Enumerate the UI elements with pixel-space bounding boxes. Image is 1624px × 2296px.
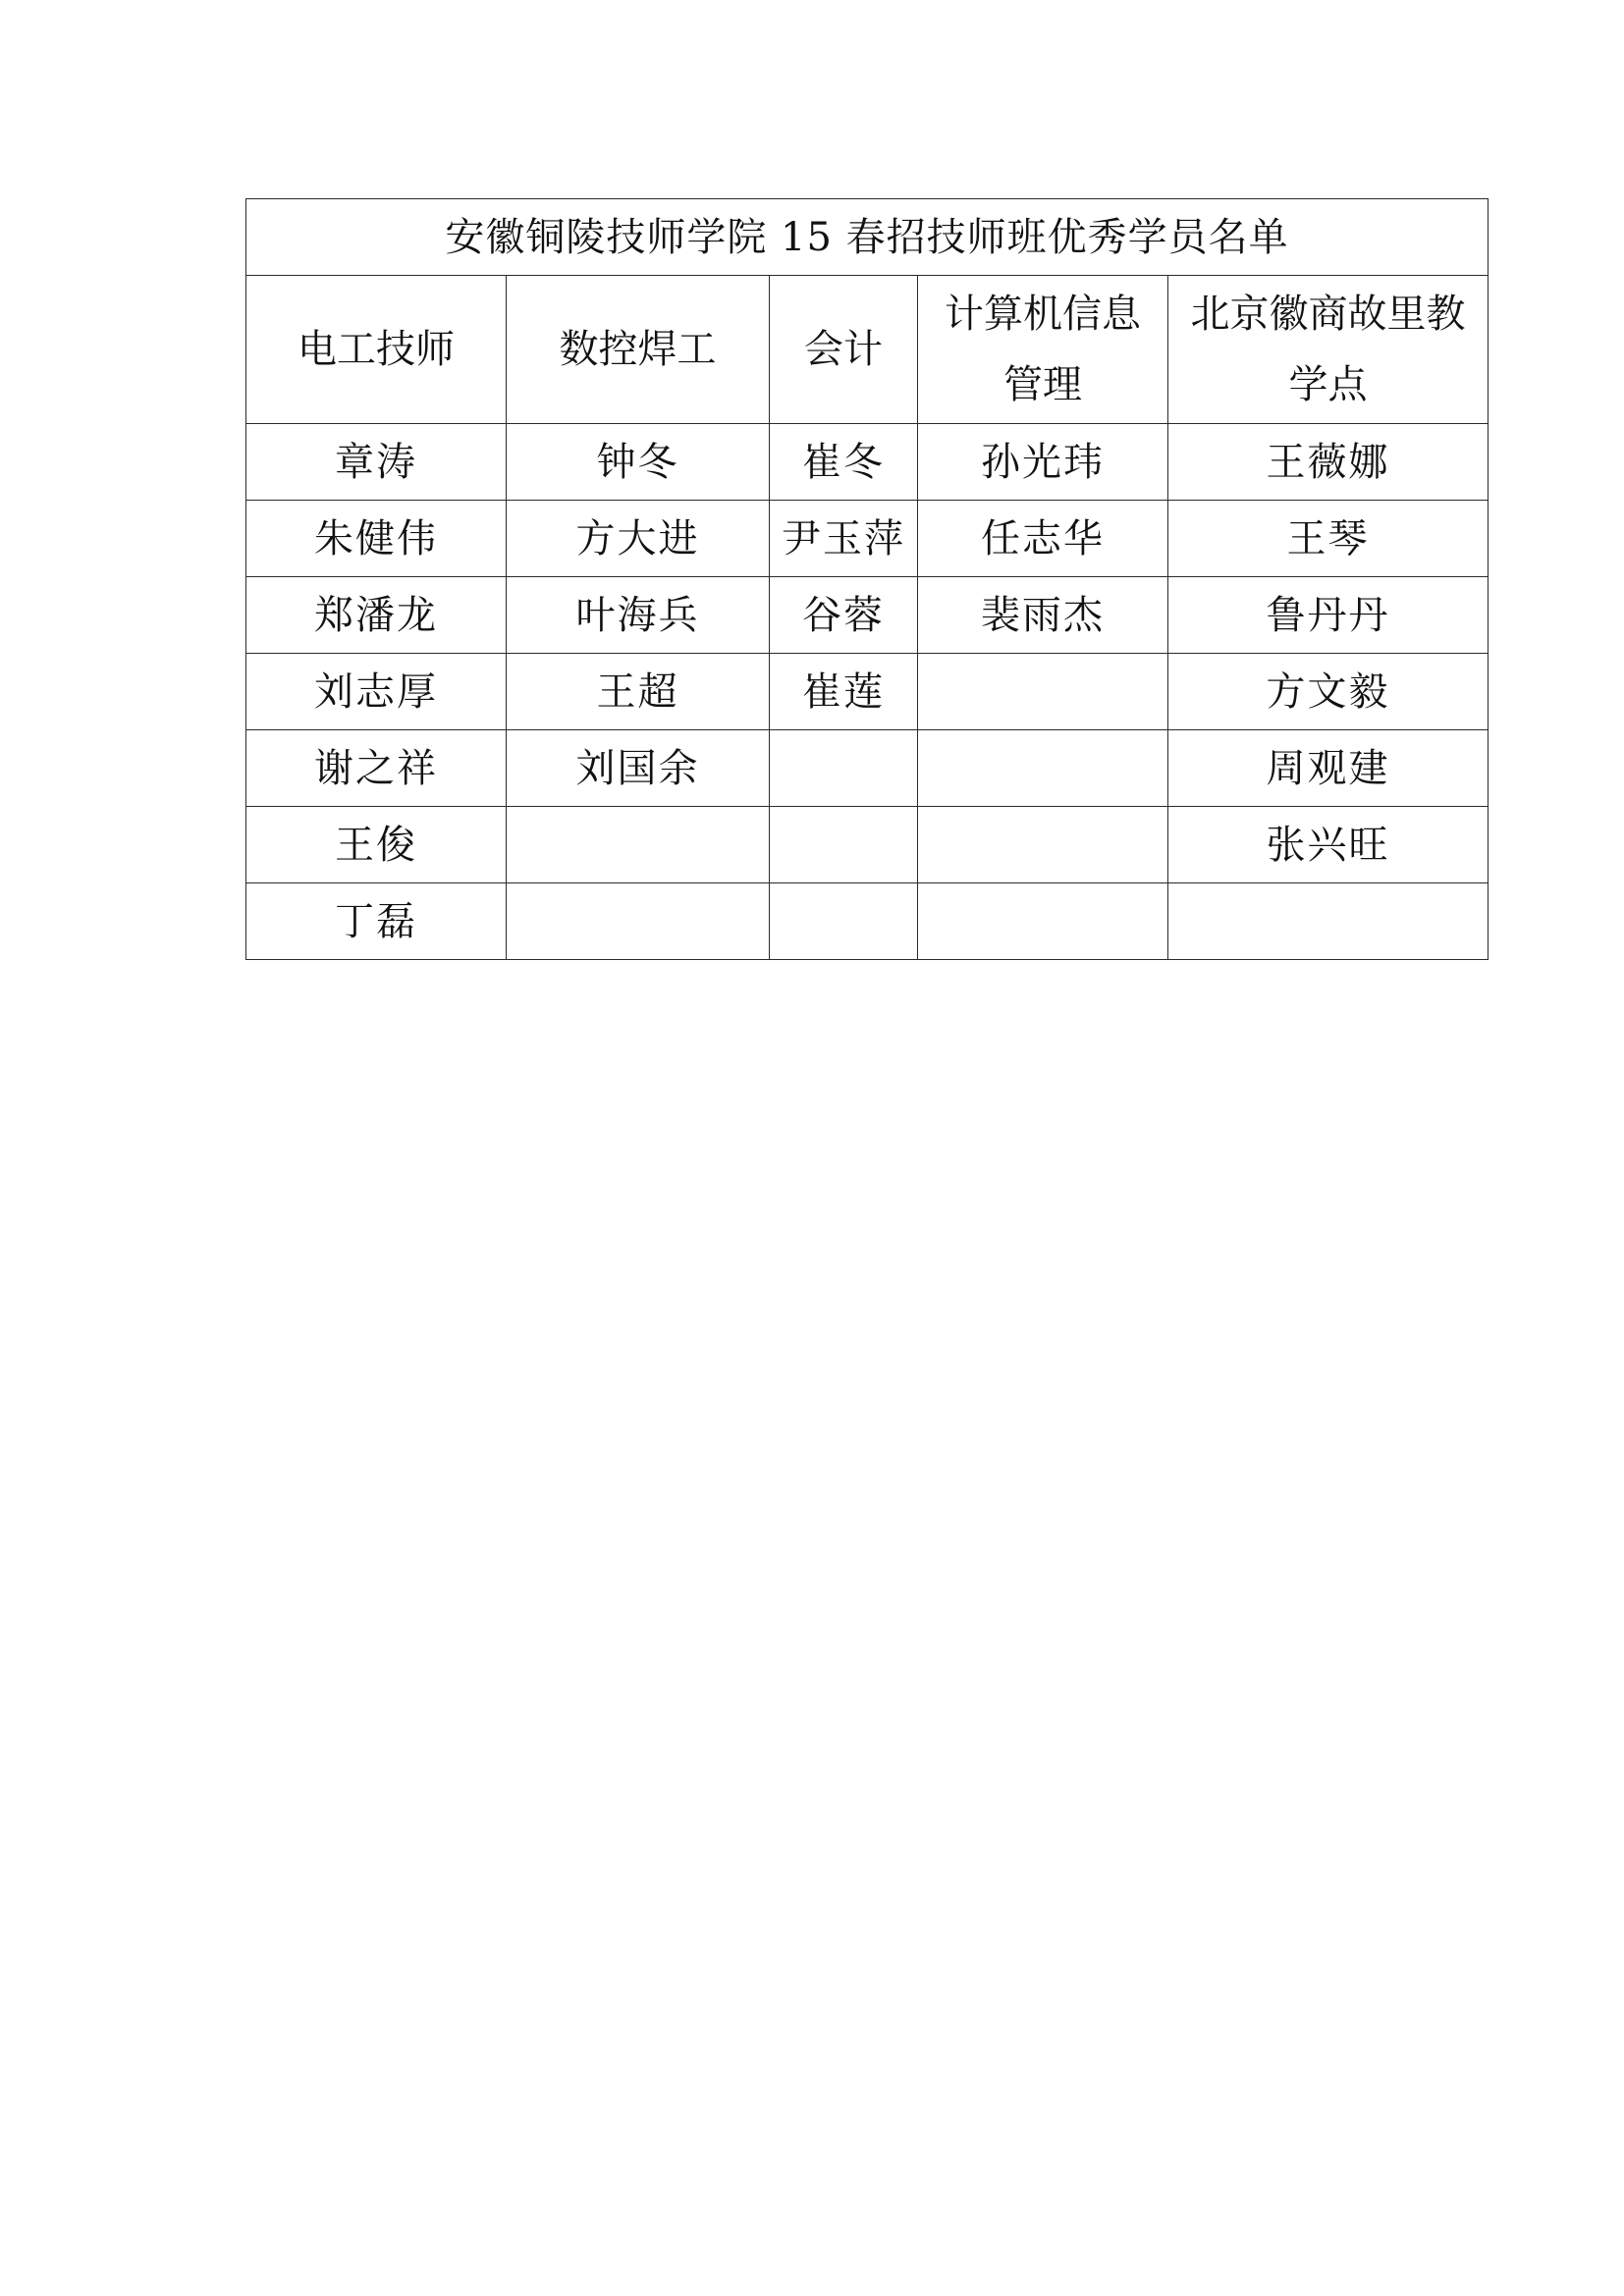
table-cell — [1168, 883, 1489, 960]
table-header-row — [246, 276, 1489, 424]
column-header-computer-info-mgmt: 计算机信息管理 — [918, 276, 1168, 424]
table-row — [246, 424, 1489, 501]
table-cell: 谷蓉 — [770, 577, 918, 654]
table-row — [246, 883, 1489, 960]
table-cell: 任志华 — [918, 501, 1168, 577]
table-cell — [918, 883, 1168, 960]
table-cell: 王超 — [507, 654, 770, 730]
table-cell: 张兴旺 — [1168, 807, 1489, 883]
student-roster-table — [245, 198, 1489, 960]
table-cell: 丁磊 — [246, 883, 507, 960]
table-cell: 裴雨杰 — [918, 577, 1168, 654]
table-title-row — [246, 199, 1489, 276]
table-title: 安徽铜陵技师学院 15 春招技师班优秀学员名单 — [246, 199, 1489, 276]
table-cell: 尹玉萍 — [770, 501, 918, 577]
table-cell: 叶海兵 — [507, 577, 770, 654]
table-cell: 钟冬 — [507, 424, 770, 501]
table-cell: 方大进 — [507, 501, 770, 577]
table-cell: 崔莲 — [770, 654, 918, 730]
column-header-cnc-welder: 数控焊工 — [507, 276, 770, 424]
column-header-beijing-teaching-site: 北京徽商故里教学点 — [1168, 276, 1489, 424]
table-cell: 孙光玮 — [918, 424, 1168, 501]
table-cell: 王薇娜 — [1168, 424, 1489, 501]
table-cell — [507, 807, 770, 883]
table-cell: 周观建 — [1168, 730, 1489, 807]
table-cell: 谢之祥 — [246, 730, 507, 807]
table-cell: 鲁丹丹 — [1168, 577, 1489, 654]
table-row — [246, 730, 1489, 807]
table-cell — [507, 883, 770, 960]
table-cell: 刘志厚 — [246, 654, 507, 730]
table-row — [246, 654, 1489, 730]
table-row — [246, 501, 1489, 577]
table-cell — [770, 883, 918, 960]
table-cell — [918, 807, 1168, 883]
table-cell: 刘国余 — [507, 730, 770, 807]
table-cell: 崔冬 — [770, 424, 918, 501]
table-cell: 方文毅 — [1168, 654, 1489, 730]
table-row — [246, 807, 1489, 883]
table-cell: 王琴 — [1168, 501, 1489, 577]
table-cell — [770, 807, 918, 883]
table-cell: 王俊 — [246, 807, 507, 883]
table-cell — [918, 654, 1168, 730]
table-cell: 朱健伟 — [246, 501, 507, 577]
table-cell — [918, 730, 1168, 807]
column-header-accounting: 会计 — [770, 276, 918, 424]
table-cell — [770, 730, 918, 807]
table-cell: 郑潘龙 — [246, 577, 507, 654]
table-cell: 章涛 — [246, 424, 507, 501]
table-row — [246, 577, 1489, 654]
column-header-electrician: 电工技师 — [246, 276, 507, 424]
